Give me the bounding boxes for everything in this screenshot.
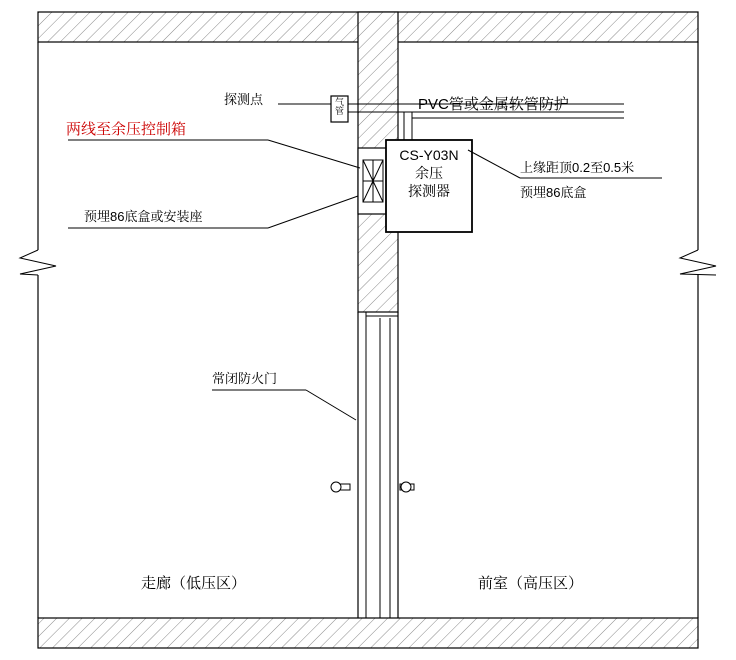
label-detect-point: 探测点 (224, 92, 264, 107)
air-tube-box-label: 气 管 (334, 97, 344, 117)
bottom-wall (38, 618, 698, 648)
detector-box-label (386, 146, 472, 201)
label-front-room: 前室（高压区） (478, 575, 584, 592)
right-outer-wall (680, 42, 716, 618)
detector-name-2: 探测器 (408, 183, 450, 200)
label-two-wire: 两线至余压控制箱 (66, 121, 187, 138)
label-pvc-pipe: PVC管或金属软管防护 (418, 96, 569, 113)
label-edge-top: 上缘距顶0.2至0.5米 (520, 160, 635, 175)
label-embed-box-left: 预埋86底盒或安装座 (84, 209, 203, 224)
label-embed-box-right: 预埋86底盒 (520, 185, 587, 200)
detector-model: CS-Y03N (399, 147, 459, 163)
label-corridor: 走廊（低压区） (141, 575, 247, 592)
detector-name-1: 余压 (415, 165, 443, 182)
left-outer-wall (20, 42, 56, 618)
label-fire-door: 常闭防火门 (212, 371, 278, 386)
embedded-86-box (358, 148, 388, 214)
fire-door (331, 312, 414, 618)
